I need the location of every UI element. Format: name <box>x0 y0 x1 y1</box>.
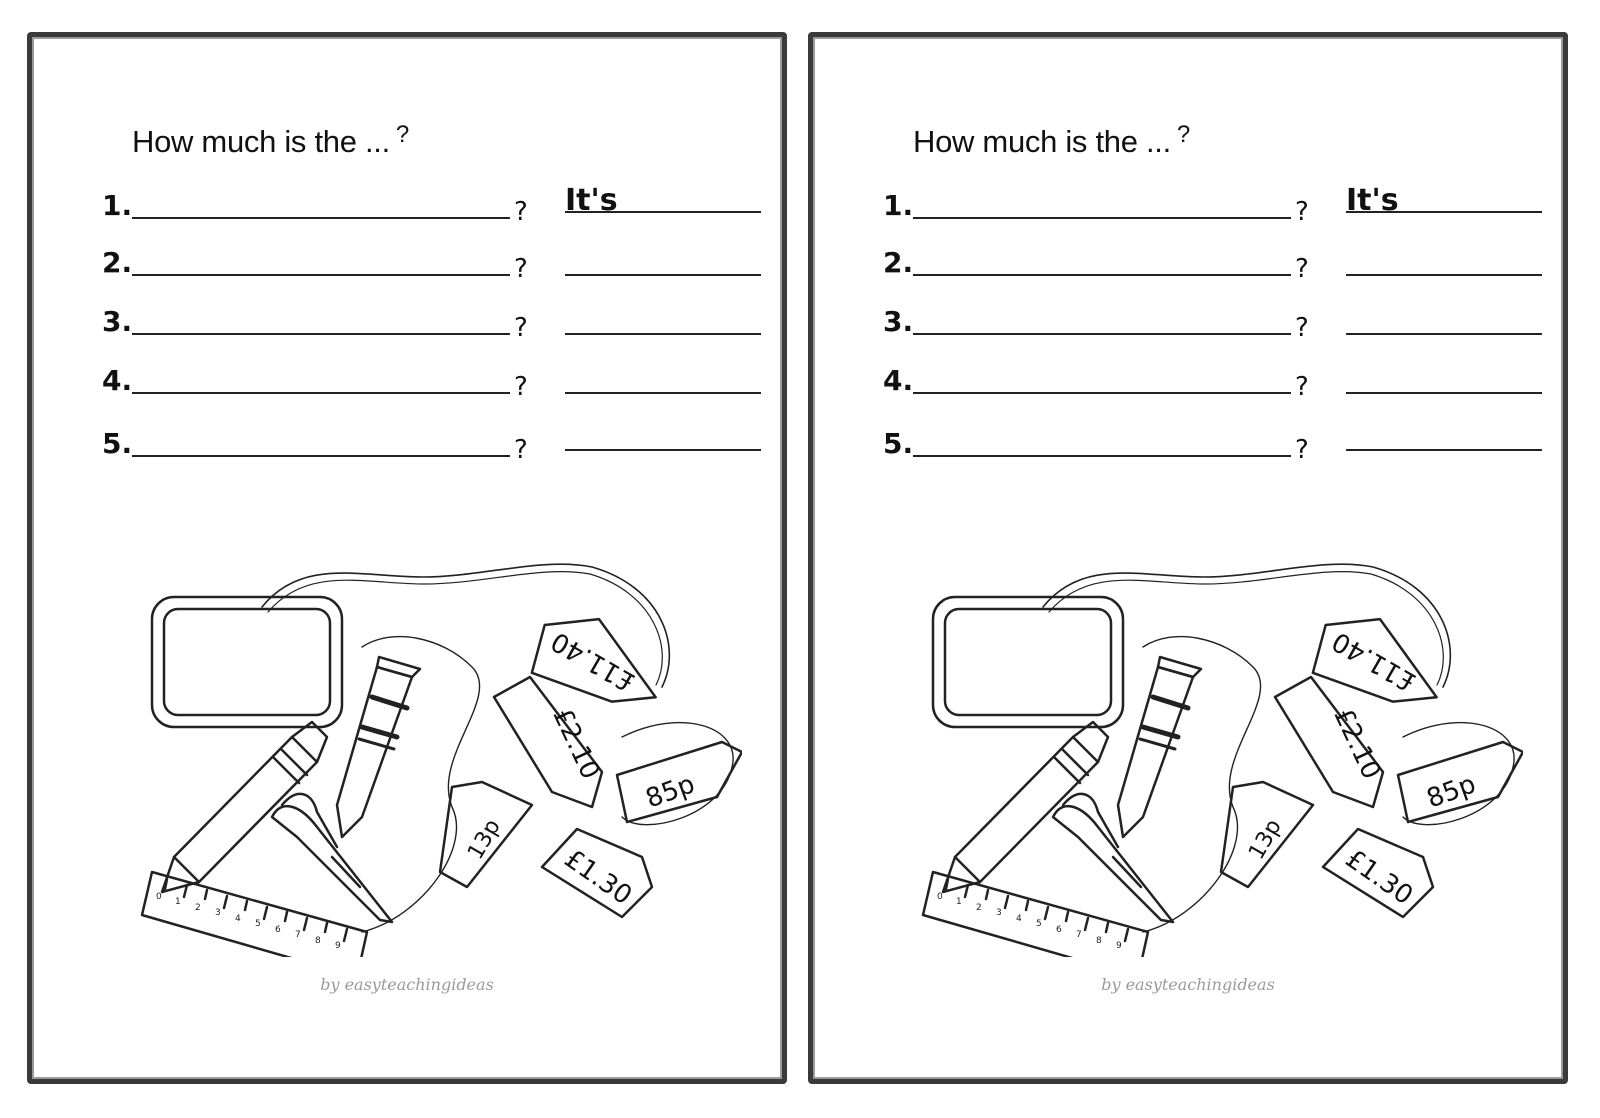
question-mark: ? <box>1295 435 1309 465</box>
ruler-icon <box>923 872 1148 957</box>
answer-blank[interactable] <box>565 392 761 394</box>
pencil-icon <box>943 722 1108 892</box>
school-supplies-illustration <box>122 537 742 957</box>
crayon-icon <box>337 657 420 837</box>
question-blank[interactable] <box>913 455 1291 457</box>
worksheet-title: How much is the ... ? <box>132 121 409 159</box>
price-tag-label: £2.10 <box>1327 703 1387 784</box>
price-tag-label: £1.30 <box>1339 843 1419 912</box>
question-blank[interactable] <box>132 217 510 219</box>
question-row-3 <box>883 305 1563 345</box>
credit-text: by easyteachingideas <box>320 975 494 994</box>
worksheet-left <box>27 32 787 1084</box>
question-row-1 <box>102 189 782 229</box>
svg-text:0: 0 <box>937 892 943 902</box>
price-tag-label: 13p <box>1244 815 1287 865</box>
price-tag-label: 13p <box>463 815 506 865</box>
svg-text:4: 4 <box>235 914 241 924</box>
answer-prefix: It's <box>565 183 618 218</box>
svg-text:8: 8 <box>315 936 321 946</box>
question-mark: ? <box>514 313 528 343</box>
price-tag-label: 85p <box>641 769 699 815</box>
answer-prefix: It's <box>1346 183 1399 218</box>
question-row-4 <box>102 364 782 404</box>
question-blank[interactable] <box>913 333 1291 335</box>
question-blank[interactable] <box>132 392 510 394</box>
question-number: 3. <box>102 305 133 338</box>
question-mark: ? <box>1295 372 1309 402</box>
question-row-5 <box>102 427 782 467</box>
answer-blank[interactable] <box>1346 333 1542 335</box>
answer-blank[interactable] <box>1346 211 1542 213</box>
pen-icon <box>272 794 392 922</box>
question-mark: ? <box>1295 313 1309 343</box>
answer-blank[interactable] <box>565 274 761 276</box>
question-mark: ? <box>1295 197 1309 227</box>
question-row-5 <box>883 427 1563 467</box>
question-number: 4. <box>102 364 133 397</box>
question-mark: ? <box>514 254 528 284</box>
ruler-digits <box>156 892 341 951</box>
worksheet-right <box>808 32 1568 1084</box>
question-number: 1. <box>102 189 133 222</box>
ruler-digits <box>937 892 1122 951</box>
question-mark: ? <box>1295 254 1309 284</box>
question-row-3 <box>102 305 782 345</box>
question-blank[interactable] <box>132 455 510 457</box>
ruler-icon <box>142 872 367 957</box>
question-number: 2. <box>883 246 914 279</box>
svg-text:4: 4 <box>1016 914 1022 924</box>
question-row-4 <box>883 364 1563 404</box>
school-supplies-illustration <box>903 537 1523 957</box>
question-blank[interactable] <box>913 274 1291 276</box>
blank-sign-icon <box>152 597 342 727</box>
svg-text:1: 1 <box>175 897 181 907</box>
answer-blank[interactable] <box>1346 392 1542 394</box>
price-tag-label: £1.30 <box>558 843 638 912</box>
svg-text:5: 5 <box>1036 919 1042 929</box>
svg-text:9: 9 <box>1116 941 1122 951</box>
svg-text:1: 1 <box>956 897 962 907</box>
answer-blank[interactable] <box>565 333 761 335</box>
svg-text:7: 7 <box>1076 930 1082 940</box>
question-blank[interactable] <box>913 392 1291 394</box>
question-number: 3. <box>883 305 914 338</box>
crayon-icon <box>1118 657 1201 837</box>
question-row-2 <box>102 246 782 286</box>
answer-blank[interactable] <box>1346 449 1542 451</box>
svg-text:3: 3 <box>215 908 221 918</box>
svg-text:0: 0 <box>156 892 162 902</box>
credit-text: by easyteachingideas <box>1101 975 1275 994</box>
question-row-1 <box>883 189 1563 229</box>
svg-text:7: 7 <box>295 930 301 940</box>
question-number: 4. <box>883 364 914 397</box>
question-number: 5. <box>102 427 133 460</box>
question-blank[interactable] <box>132 333 510 335</box>
question-mark: ? <box>514 435 528 465</box>
svg-text:2: 2 <box>976 903 982 913</box>
question-row-2 <box>883 246 1563 286</box>
question-number: 5. <box>883 427 914 460</box>
pen-icon <box>1053 794 1173 922</box>
question-mark: ? <box>514 197 528 227</box>
pencil-icon <box>162 722 327 892</box>
question-blank[interactable] <box>913 217 1291 219</box>
price-tag-label: £2.10 <box>546 703 606 784</box>
question-mark: ? <box>514 372 528 402</box>
svg-text:2: 2 <box>195 903 201 913</box>
answer-blank[interactable] <box>565 449 761 451</box>
svg-text:6: 6 <box>275 925 281 935</box>
svg-text:3: 3 <box>996 908 1002 918</box>
answer-blank[interactable] <box>1346 274 1542 276</box>
worksheet-title: How much is the ... ? <box>913 121 1190 159</box>
svg-text:9: 9 <box>335 941 341 951</box>
question-number: 2. <box>102 246 133 279</box>
svg-text:8: 8 <box>1096 936 1102 946</box>
question-number: 1. <box>883 189 914 222</box>
blank-sign-icon <box>933 597 1123 727</box>
price-tag-label: £11.40 <box>1327 625 1422 697</box>
svg-text:6: 6 <box>1056 925 1062 935</box>
price-tag-label: 85p <box>1422 769 1480 815</box>
answer-blank[interactable] <box>565 211 761 213</box>
question-blank[interactable] <box>132 274 510 276</box>
svg-text:5: 5 <box>255 919 261 929</box>
price-tag-label: £11.40 <box>546 625 641 697</box>
